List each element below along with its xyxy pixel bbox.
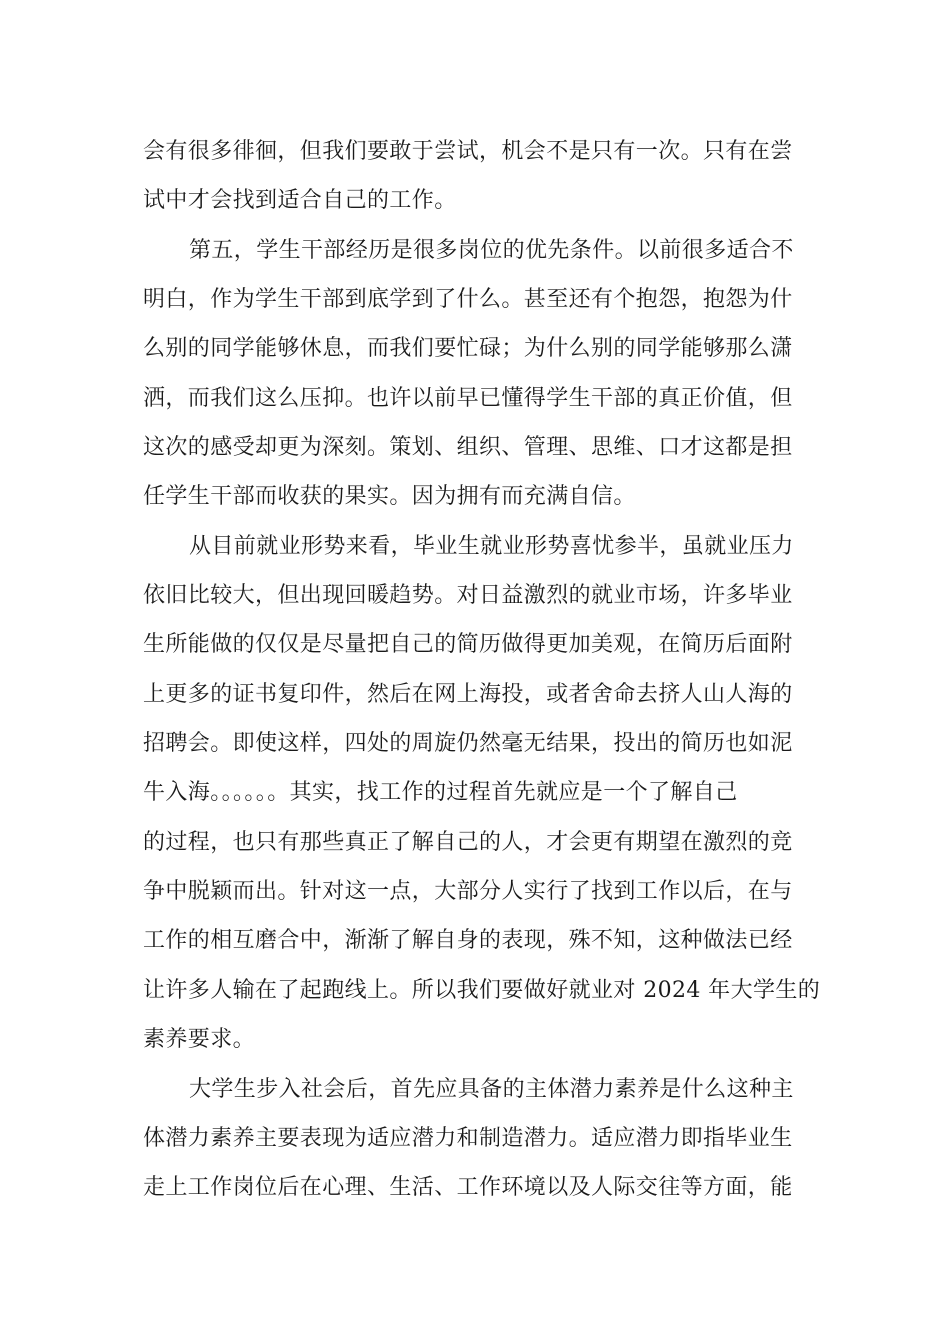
text-line: 任学生干部而收获的果实。因为拥有而充满自信。 (143, 484, 636, 509)
paragraph-first-line: 第五，学生干部经历是很多岗位的优先条件。以前很多适合不 (189, 238, 794, 263)
text-line: 洒，而我们这么压抑。也许以前早已懂得学生干部的真正价值，但 (143, 386, 793, 411)
text-line: 体潜力素养主要表现为适应潜力和制造潜力。适应潜力即指毕业生 (143, 1126, 793, 1151)
text-line: 的过程，也只有那些真正了解自己的人，才会更有期望在激烈的竞 (143, 830, 793, 855)
text-line: 会有很多徘徊，但我们要敢于尝试，机会不是只有一次。只有在尝 (143, 139, 793, 164)
text-line: 依旧比较大，但出现回暖趋势。对日益激烈的就业市场，许多毕业 (143, 583, 793, 608)
paragraph-first-line: 大学生步入社会后，首先应具备的主体潜力素养是什么这种主 (189, 1077, 794, 1102)
text-line: 让许多人输在了起跑线上。所以我们要做好就业对 2024 年大学生的 (143, 978, 821, 1003)
text-line: 素养要求。 (143, 1027, 256, 1052)
text-line: 上更多的证书复印件，然后在网上海投，或者舍命去挤人山人海的 (143, 682, 793, 707)
text-line: 生所能做的仅仅是尽量把自己的简历做得更加美观，在简历后面附 (143, 632, 793, 657)
text-line: 招聘会。即使这样，四处的周旋仍然毫无结果，投出的简历也如泥 (143, 731, 793, 756)
text-line: 工作的相互磨合中，渐渐了解自身的表现，殊不知，这种做法已经 (143, 928, 793, 953)
text-line: 明白，作为学生干部到底学到了什么。甚至还有个抱怨，抱怨为什 (143, 287, 793, 312)
text-line: 么别的同学能够休息，而我们要忙碌；为什么别的同学能够那么潇 (143, 336, 793, 361)
text-line: 争中脱颖而出。针对这一点，大部分人实行了找到工作以后，在与 (143, 879, 793, 904)
text-line: 走上工作岗位后在心理、生活、工作环境以及人际交往等方面，能 (143, 1175, 793, 1200)
text-line: 这次的感受却更为深刻。策划、组织、管理、思维、口才这都是担 (143, 435, 793, 460)
text-line: 试中才会找到适合自己的工作。 (143, 188, 457, 213)
text-line: 牛入海。。。。。。其实，找工作的过程首先就应是一个了解自己 (143, 780, 738, 805)
paragraph-first-line: 从目前就业形势来看，毕业生就业形势喜忧参半，虽就业压力 (189, 534, 794, 559)
